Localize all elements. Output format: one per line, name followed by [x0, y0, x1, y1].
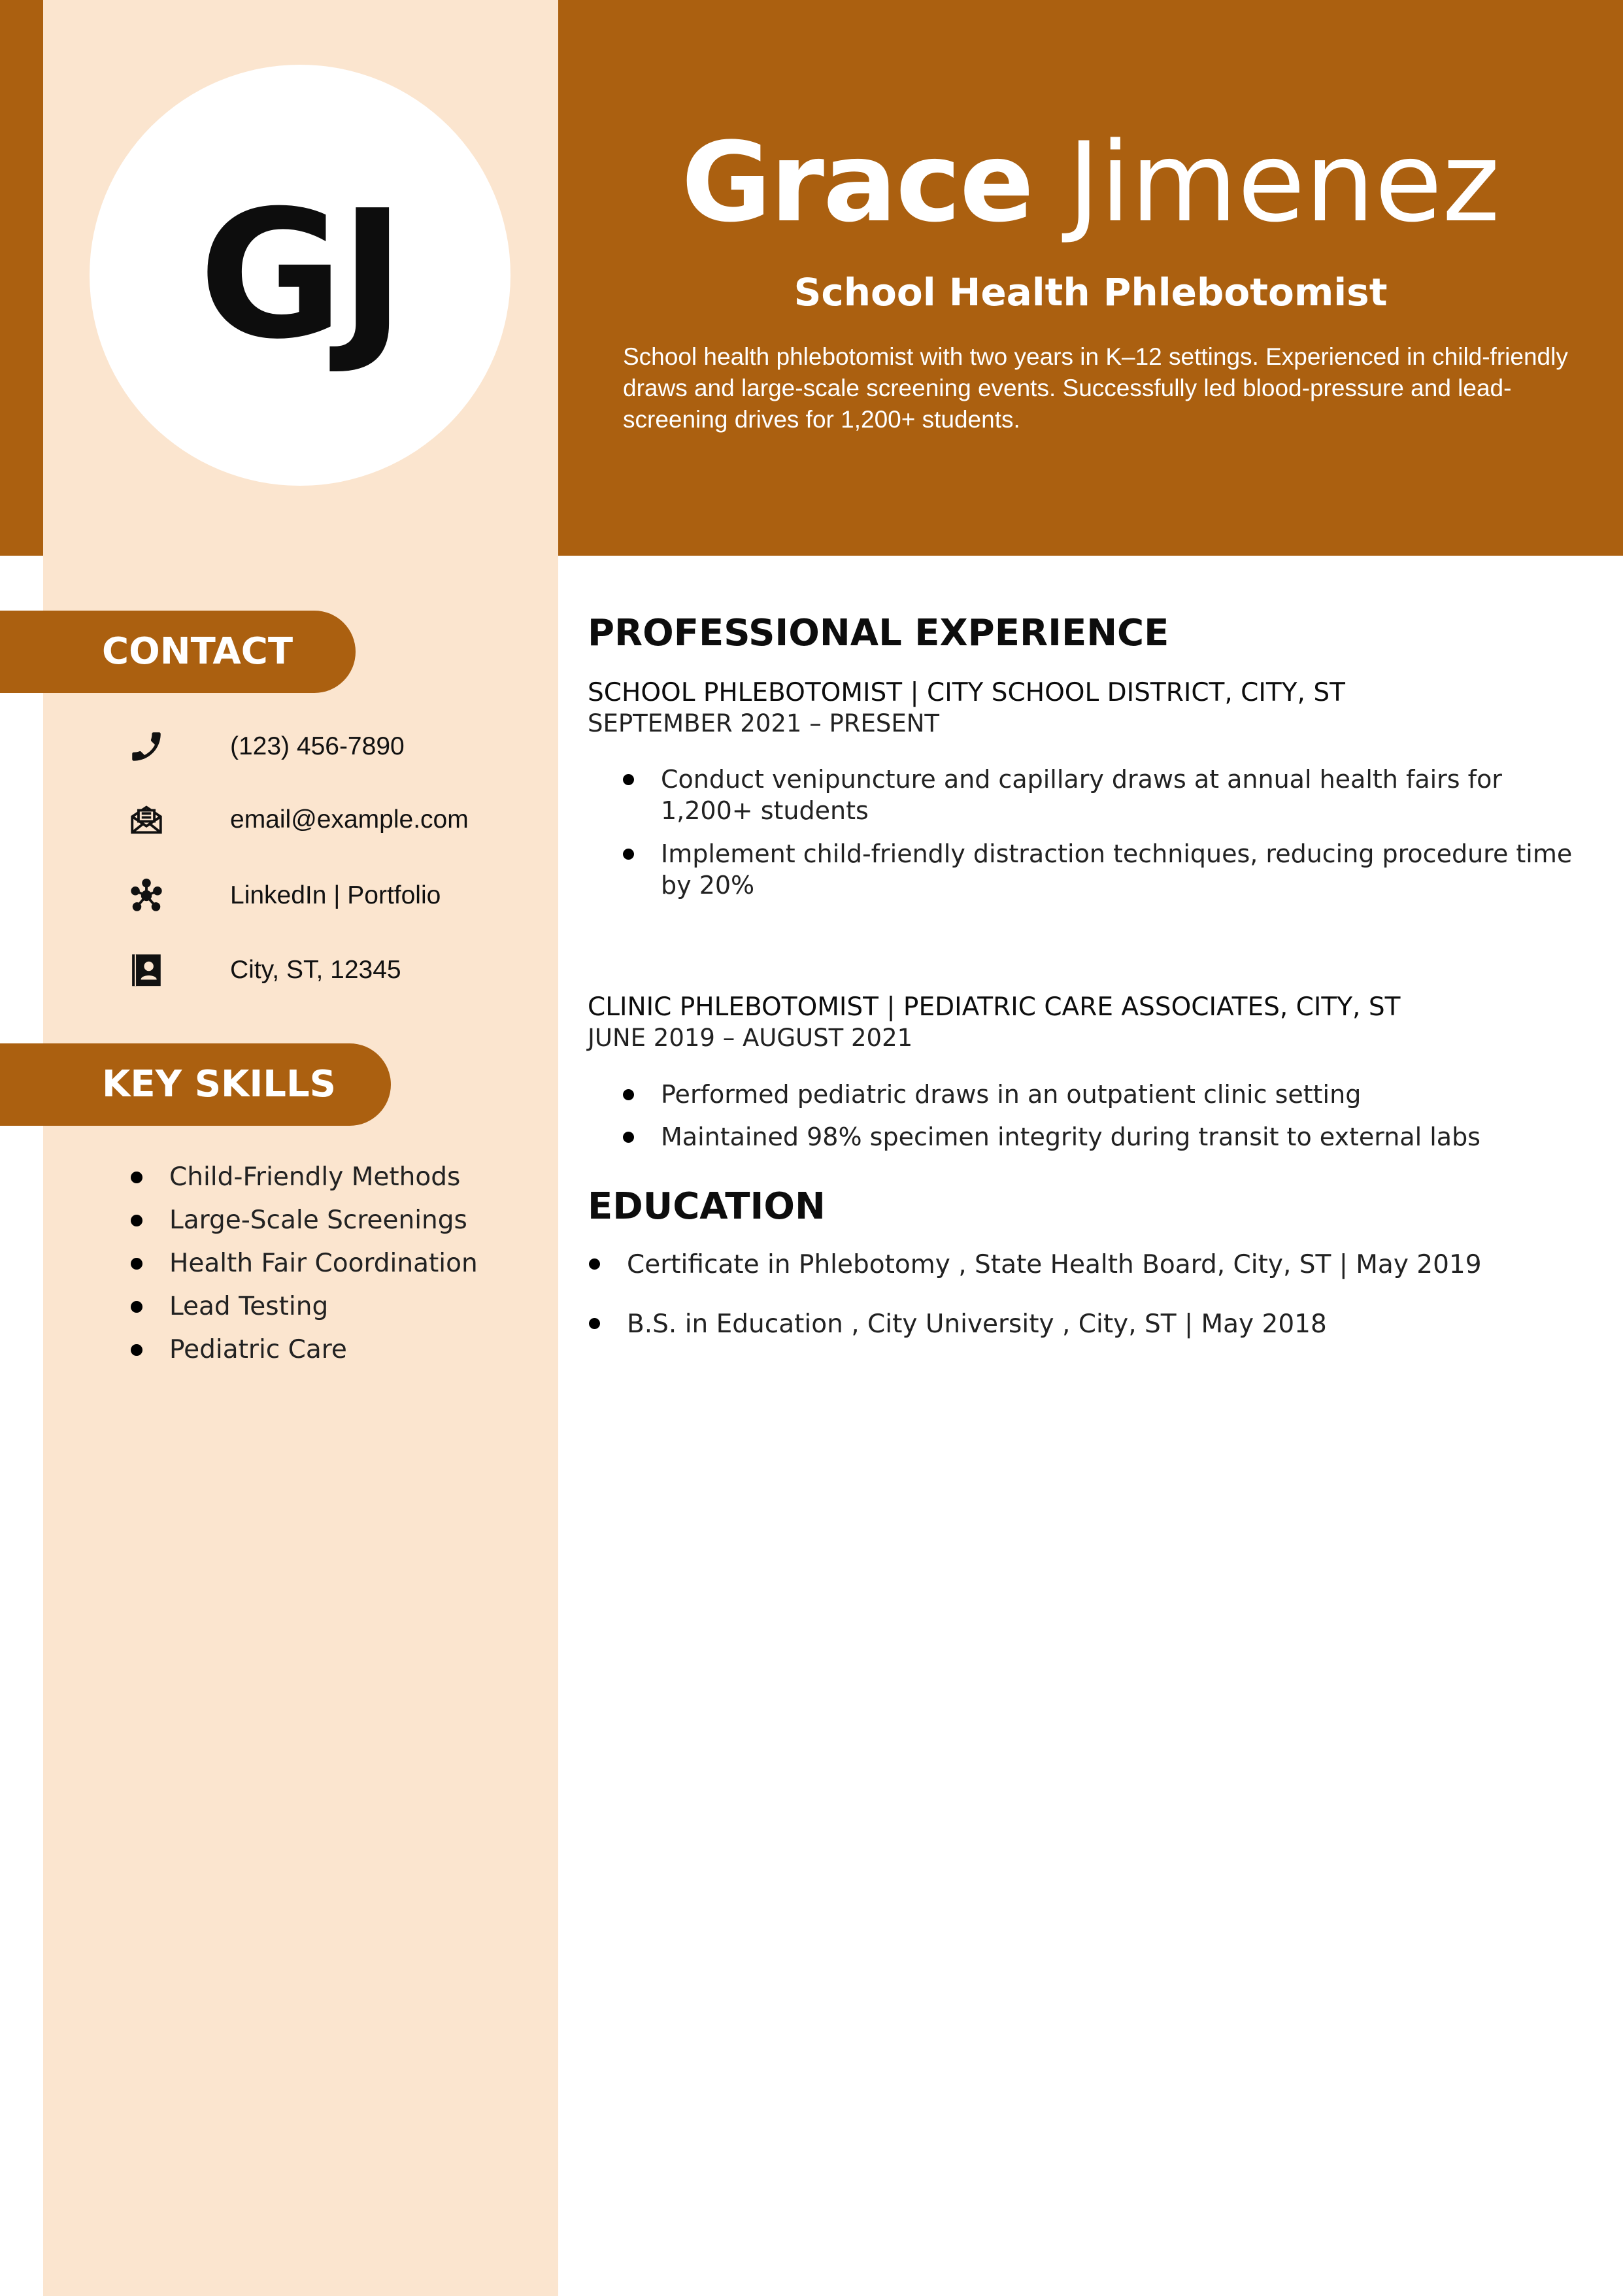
- bullet-dot: [623, 1089, 634, 1100]
- address-book-icon: [127, 951, 166, 990]
- contact-heading-pill: [0, 611, 356, 693]
- job-bullet: [623, 838, 1590, 901]
- bullet-dot: [623, 1132, 634, 1143]
- bullet-text: Maintained 98% specimen integrity during transit to external labs: [661, 1123, 1481, 1151]
- bullet-dot: [131, 1301, 142, 1313]
- education-text: B.S. in Education , City University , City, ST | May 2018: [627, 1309, 1327, 1339]
- job-dates-2: JUNE 2019 – AUGUST 2021: [588, 1024, 913, 1052]
- job-bullets-1: [623, 764, 1590, 901]
- email-icon: [127, 800, 166, 839]
- bullet-dot: [131, 1172, 142, 1183]
- profile-summary: School health phlebotomist with two years in K–12 settings. Experienced in child-friendly draws and large-scale screening events. Successfully led blood-pressure and lead-screening drives for 1,200+ students.: [623, 343, 1568, 433]
- email-text: email@example.com: [230, 805, 469, 834]
- last-name: Jimenez: [1067, 118, 1500, 246]
- first-name: Grace: [681, 118, 1033, 246]
- contact-heading: CONTACT: [102, 630, 293, 673]
- bullet-dot: [131, 1258, 142, 1270]
- bullet-text: Performed pediatric draws in an outpatient clinic setting: [661, 1080, 1362, 1109]
- skills-heading-pill: [0, 1043, 391, 1126]
- skill-label: Child-Friendly Methods: [169, 1162, 461, 1192]
- candidate-name: [558, 118, 1623, 246]
- monogram-initials: GJ: [198, 172, 402, 378]
- skills-heading: KEY SKILLS: [102, 1063, 336, 1106]
- address-text: City, ST, 12345: [230, 956, 401, 984]
- skill-label: Health Fair Coordination: [169, 1249, 478, 1278]
- links-text: LinkedIn | Portfolio: [230, 881, 441, 909]
- job-bullets-2: [623, 1079, 1590, 1153]
- education-item: [588, 1249, 1581, 1281]
- phone-icon: [127, 727, 166, 766]
- experience-heading: PROFESSIONAL EXPERIENCE: [588, 612, 1169, 654]
- skill-label: Lead Testing: [169, 1292, 329, 1321]
- bullet-text: Conduct venipuncture and capillary draws at annual health fairs for 1,200+ students: [661, 765, 1502, 825]
- bullet-dot: [623, 849, 634, 860]
- job-title-2: CLINIC PHLEBOTOMIST | PEDIATRIC CARE ASSOCIATES, CITY, ST: [588, 992, 1401, 1022]
- education-text: Certificate in Phlebotomy , State Health Board, City, ST | May 2019: [627, 1250, 1482, 1279]
- contact-address: [127, 951, 401, 990]
- job-bullet: [623, 1079, 1590, 1110]
- job-dates-1: SEPTEMBER 2021 – PRESENT: [588, 709, 940, 737]
- job-title-1: SCHOOL PHLEBOTOMIST | CITY SCHOOL DISTRICT, CITY, ST: [588, 678, 1345, 707]
- skill-label: Large-Scale Screenings: [169, 1206, 467, 1235]
- education-list: [588, 1249, 1581, 1340]
- bullet-dot: [131, 1344, 142, 1356]
- contact-links: [127, 876, 441, 915]
- left-accent-strip: [0, 0, 43, 556]
- network-icon: [127, 876, 166, 915]
- contact-email: [127, 800, 469, 839]
- bullet-dot: [623, 774, 634, 785]
- education-heading: EDUCATION: [588, 1185, 826, 1228]
- job-title: School Health Phlebotomist: [794, 270, 1388, 314]
- job-bullet: [623, 764, 1590, 826]
- contact-phone: [127, 727, 405, 766]
- bullet-text: Implement child-friendly distraction techniques, reducing procedure time by 20%: [661, 839, 1573, 900]
- bullet-dot: [131, 1215, 142, 1226]
- bullet-dot: [589, 1318, 600, 1329]
- skill-label: Pediatric Care: [169, 1335, 347, 1364]
- monogram-circle: [90, 65, 510, 486]
- job-bullet: [623, 1121, 1590, 1153]
- bullet-dot: [589, 1258, 600, 1270]
- phone-text: (123) 456-7890: [230, 732, 405, 760]
- education-item: [588, 1309, 1581, 1340]
